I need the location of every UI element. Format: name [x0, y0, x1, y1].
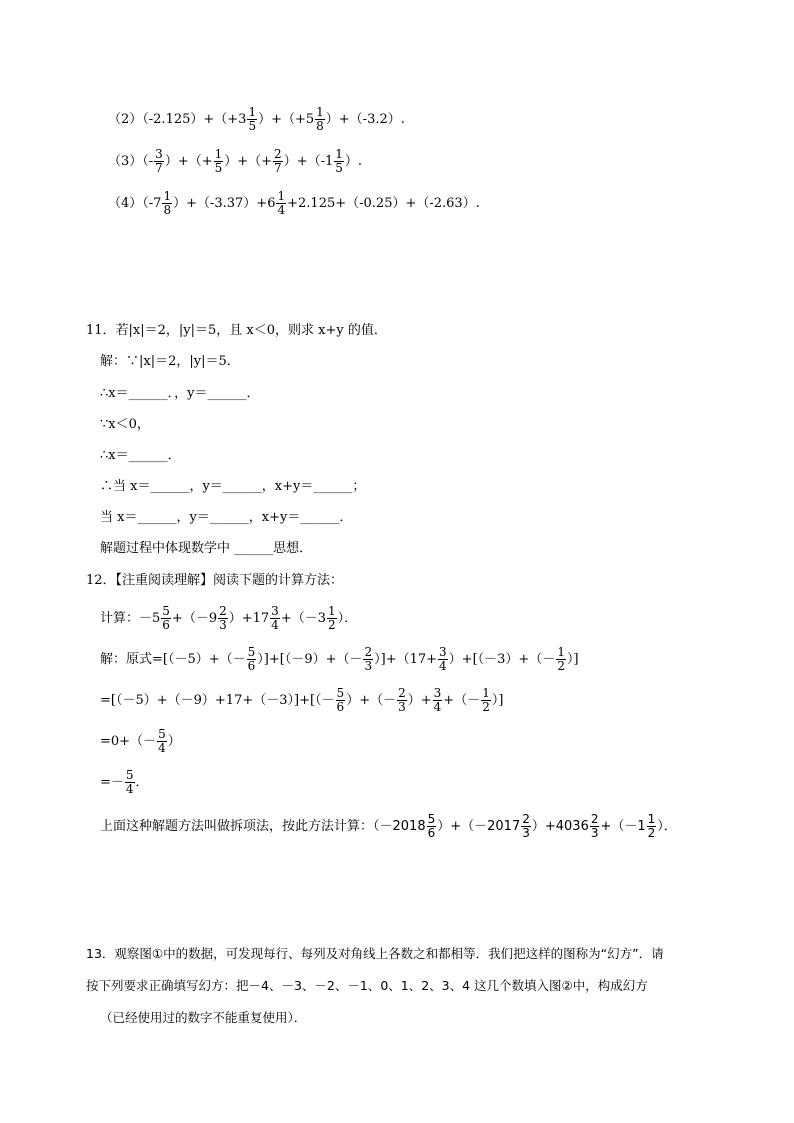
q11-line: ∵x＜0， [100, 417, 150, 432]
fraction: $\frac{3}{4}$ [439, 645, 447, 673]
q10-part-2: （2）（-2.125）+（+3 $\frac{1}{5}$ ）+（+5 $\frac{1}{8}$ ）+（-3.2）. [108, 105, 405, 133]
fraction: $\frac{5}{6}$ [247, 645, 256, 673]
fraction: $\frac{3}{4}$ [271, 604, 279, 632]
fraction: $\frac{5}{6}$ [336, 686, 345, 714]
q11-line: 当 x＝______，y＝______，x+y＝______． [100, 510, 353, 525]
q12-solution-step-3: =0+（－ $\frac{5}{4}$ ） [100, 727, 181, 755]
fraction: $\frac{1}{5}$ [335, 147, 343, 175]
fraction: $\frac{1}{2}$ [482, 686, 490, 714]
q12-task: 上面这种解题方法叫做拆项法，按此方法计算：（－2018 $\frac{5}{6}$ ）+（－2017 $\frac{2}{3}$ ）+4036 $\frac{2}{3}$ +（－1 $\frac{1}{2}$ ）． [100, 812, 677, 840]
fraction: $\frac{3}{7}$ [155, 147, 163, 175]
fraction: $\frac{2}{3}$ [364, 645, 373, 673]
fraction: $\frac{1}{2}$ [557, 645, 565, 673]
q11-line: ∴x＝______． [100, 448, 181, 463]
fraction: $\frac{5}{6}$ [427, 812, 436, 840]
q13-line-2: 按下列要求正确填写幻方：把－4、－3、－2、－1、0、1、2、3、4 这几个数填入图②中，构成幻方 [86, 978, 648, 993]
q13-line-1: 13．观察图①中的数据，可发现每行、每列及对角线上各数之和都相等．我们把这样的图称为“幻方”．请 [86, 946, 664, 961]
fraction: $\frac{5}{4}$ [125, 768, 134, 796]
q12-stem: 12．【注重阅读理解】阅读下题的计算方法： [86, 573, 344, 588]
fraction: $\frac{2}{3}$ [590, 812, 599, 840]
fraction: $\frac{2}{3}$ [219, 604, 227, 632]
q11-line: ∴当 x＝______，y＝______，x+y＝______； [100, 479, 366, 494]
q11-stem: 11．若|x|＝2，|y|＝5，且 x＜0，则求 x+y 的值． [86, 323, 387, 338]
fraction: $\frac{2}{3}$ [398, 686, 406, 714]
fraction: $\frac{1}{5}$ [248, 105, 257, 133]
q13-line-3: （已经使用过的数字不能重复使用）． [100, 1010, 307, 1025]
q12-calc: 计算：－5 $\frac{5}{6}$ +（－9 $\frac{2}{3}$ ）+17 $\frac{3}{4}$ +（－3 $\frac{1}{2}$ ）． [100, 604, 358, 632]
fraction: $\frac{1}{2}$ [647, 812, 656, 840]
q11-line: 解题过程中体现数学中 ______思想． [100, 541, 313, 556]
fraction: $\frac{1}{8}$ [163, 189, 172, 217]
q11-line: 解：∵|x|＝2，|y|＝5． [100, 354, 240, 369]
q11-line: ∴x＝______．，y＝______． [100, 386, 260, 401]
fraction: $\frac{1}{5}$ [214, 147, 223, 175]
q10-part-3: （3）（- $\frac{3}{7}$ ）+（+ $\frac{1}{5}$ ）+（+ $\frac{2}{7}$ ）+（-1 $\frac{1}{5}$ ）. [108, 147, 363, 175]
fraction: $\frac{1}{4}$ [277, 189, 286, 217]
fraction: $\frac{3}{4}$ [433, 686, 442, 714]
fraction: $\frac{2}{3}$ [522, 812, 530, 840]
fraction: $\frac{2}{7}$ [274, 147, 282, 175]
fraction: $\frac{5}{6}$ [162, 604, 170, 632]
q12-solution-step-1: 解：原式=[（－5）+（－ $\frac{5}{6}$ ）]+[（－9）+（－ $\frac{2}{3}$ ）]+（17+ $\frac{3}{4}$ ）+[（－3）+（－ $\frac{1}{2}$ ）] [100, 645, 579, 673]
fraction: $\frac{1}{2}$ [327, 604, 336, 632]
fraction: $\frac{1}{8}$ [316, 105, 324, 133]
q12-solution-step-2: =[（－5）+（－9）+17+（－3）]+[（－ $\frac{5}{6}$ ）+（－ $\frac{2}{3}$ ）+ $\frac{3}{4}$ +（－ $\frac{1}{2}$ ）] [100, 686, 504, 714]
q12-solution-step-4: =－ $\frac{5}{4}$ ． [100, 768, 149, 796]
q10-part-4: （4）（-7 $\frac{1}{8}$ ）+（-3.37）+6 $\frac{1}{4}$ +2.125+（-0.25）+（-2.63）. [108, 189, 480, 217]
fraction: $\frac{5}{4}$ [158, 727, 166, 755]
